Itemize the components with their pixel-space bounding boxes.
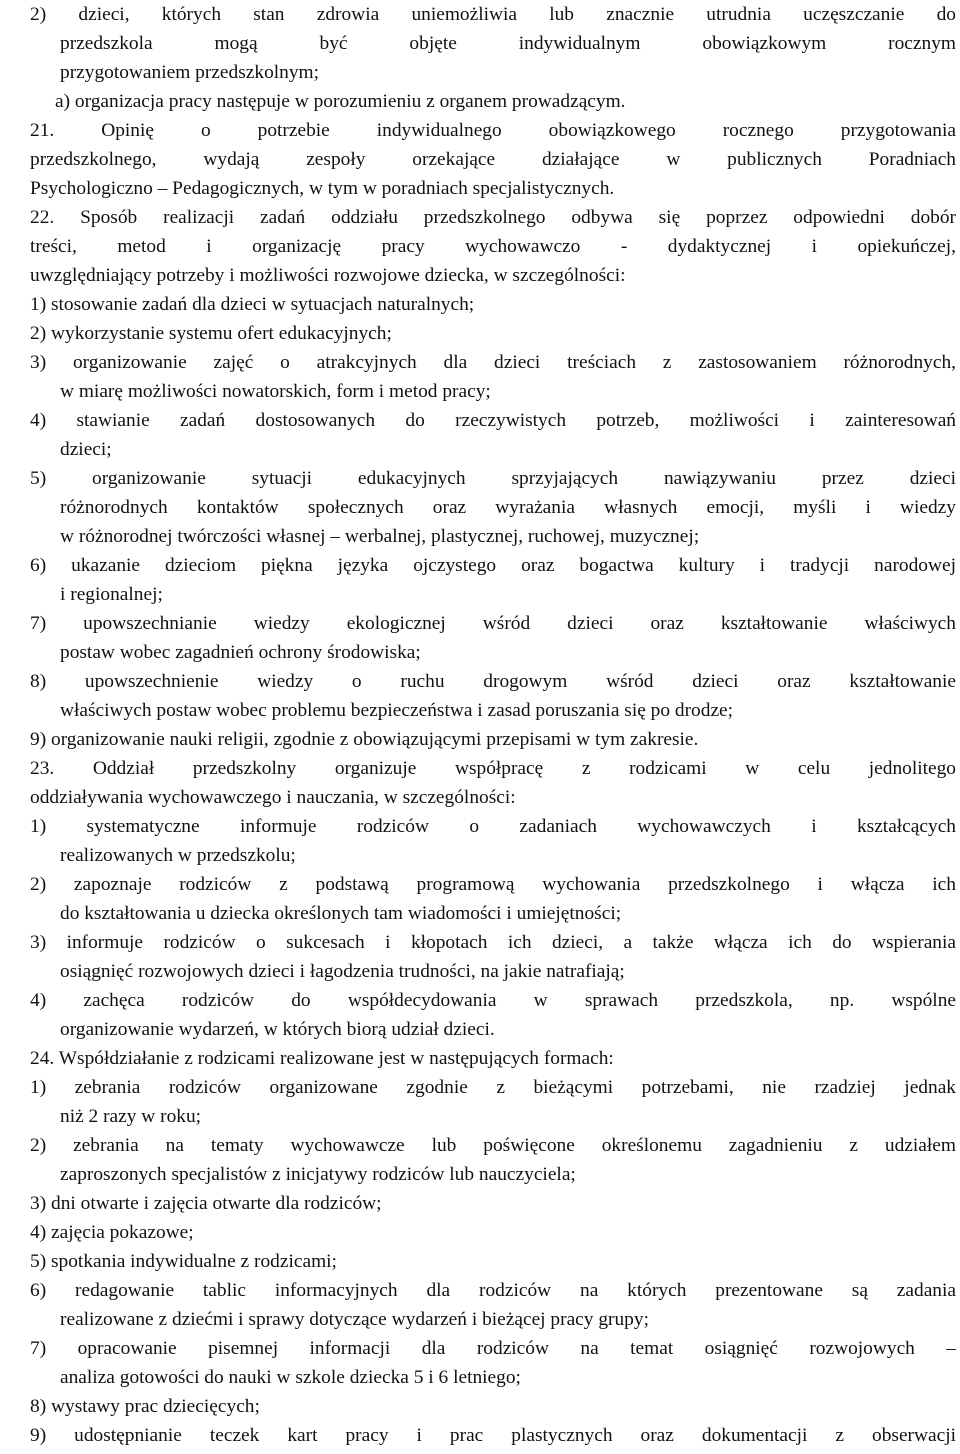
text-line: w miarę możliwości nowatorskich, form i metod pracy; [60, 381, 491, 402]
text-line: realizowanych w przedszkolu; [60, 845, 296, 866]
text-line: 3) dni otwarte i zajęcia otwarte dla rodziców; [30, 1193, 382, 1214]
text-line: 1) stosowanie zadań dla dzieci w sytuacjach naturalnych; [30, 294, 475, 315]
text-line: a) organizacja pracy następuje w porozumieniu z organem prowadzącym. [55, 91, 626, 112]
document-page [30, 0, 956, 1450]
text-line: 7) upowszechnianie wiedzy ekologicznej wśród dzieci oraz kształtowanie właściwych [30, 613, 956, 634]
text-line: 8) wystawy prac dziecięcych; [30, 1396, 260, 1417]
text-line: realizowane z dziećmi i sprawy dotyczące wydarzeń i bieżącej pracy grupy; [60, 1309, 649, 1330]
text-line: właściwych postaw wobec problemu bezpieczeństwa i zasad poruszania się po drodze; [60, 700, 734, 721]
text-line: 3) organizowanie zajęć o atrakcyjnych dla dzieci treściach z zastosowaniem różnorodnych, [30, 352, 956, 373]
text-line: niż 2 razy w roku; [60, 1106, 202, 1127]
text-line: 2) dzieci, których stan zdrowia uniemożliwia lub znacznie utrudnia uczęszczanie do [30, 4, 956, 25]
text-line: zaproszonych specjalistów z inicjatywy rodziców lub nauczyciela; [60, 1164, 576, 1185]
text-line: osiągnięć rozwojowych dzieci i łagodzenia trudności, na jakie natrafiają; [60, 961, 625, 982]
text-line: 3) informuje rodziców o sukcesach i kłopotach ich dzieci, a także włącza ich do wspierania [30, 932, 956, 953]
text-line: dzieci; [60, 439, 112, 460]
text-line: 4) stawianie zadań dostosowanych do rzeczywistych potrzeb, możliwości i zainteresowań [30, 410, 956, 431]
text-line: 6) redagowanie tablic informacyjnych dla rodziców na których prezentowane są zadania [30, 1280, 956, 1301]
text-line: przedszkola mogą być objęte indywidualnym obowiązkowym rocznym [60, 33, 956, 54]
text-line: przedszkolnego, wydają zespoły orzekające działające w publicznych Poradniach [30, 149, 956, 170]
text-line: 1) systematyczne informuje rodziców o zadaniach wychowawczych i kształcących [30, 816, 956, 837]
text-line: 2) wykorzystanie systemu ofert edukacyjnych; [30, 323, 392, 344]
text-line: oddziaływania wychowawczego i nauczania, w szczególności: [30, 787, 516, 808]
text-line: 22. Sposób realizacji zadań oddziału przedszkolnego odbywa się poprzez odpowiedni dobór [30, 207, 956, 228]
text-line: przygotowaniem przedszkolnym; [60, 62, 320, 83]
text-line: 4) zajęcia pokazowe; [30, 1222, 194, 1243]
text-line: w różnorodnej twórczości własnej – werbalnej, plastycznej, ruchowej, muzycznej; [60, 526, 700, 547]
text-line: 5) organizowanie sytuacji edukacyjnych sprzyjających nawiązywaniu przez dzieci [30, 468, 956, 489]
text-line: 4) zachęca rodziców do współdecydowania w sprawach przedszkola, np. wspólne [30, 990, 956, 1011]
text-line: treści, metod i organizację pracy wychowawczo - dydaktycznej i opiekuńczej, [30, 236, 956, 257]
text-line: 21. Opinię o potrzebie indywidualnego obowiązkowego rocznego przygotowania [30, 120, 956, 141]
text-line: 1) zebrania rodziców organizowane zgodnie z bieżącymi potrzebami, nie rzadziej jednak [30, 1077, 956, 1098]
text-line: różnorodnych kontaktów społecznych oraz wyrażania własnych emocji, myśli i wiedzy [60, 497, 956, 518]
text-line: i regionalnej; [60, 584, 163, 605]
text-line: 9) organizowanie nauki religii, zgodnie z obowiązującymi przepisami w tym zakresie. [30, 729, 699, 750]
text-line: organizowanie wydarzeń, w których biorą udział dzieci. [60, 1019, 495, 1040]
text-line: 2) zapoznaje rodziców z podstawą programową wychowania przedszkolnego i włącza ich [30, 874, 956, 895]
text-line: 2) zebrania na tematy wychowawcze lub poświęcone określonemu zagadnieniu z udziałem [30, 1135, 956, 1156]
text-line: analiza gotowości do nauki w szkole dziecka 5 i 6 letniego; [60, 1367, 521, 1388]
text-line: Psychologiczno – Pedagogicznych, w tym w poradniach specjalistycznych. [30, 178, 615, 199]
text-line: 9) udostępnianie teczek kart pracy i prac plastycznych oraz dokumentacji z obserwacji [30, 1425, 956, 1446]
text-line: 24. Współdziałanie z rodzicami realizowane jest w następujących formach: [30, 1048, 614, 1069]
text-line: postaw wobec zagadnień ochrony środowiska; [60, 642, 421, 663]
text-line: 5) spotkania indywidualne z rodzicami; [30, 1251, 337, 1272]
text-line: 23. Oddział przedszkolny organizuje współpracę z rodzicami w celu jednolitego [30, 758, 956, 779]
text-line: 8) upowszechnienie wiedzy o ruchu drogowym wśród dzieci oraz kształtowanie [30, 671, 956, 692]
text-line: do kształtowania u dziecka określonych tam wiadomości i umiejętności; [60, 903, 622, 924]
text-line: 6) ukazanie dzieciom piękna języka ojczystego oraz bogactwa kultury i tradycji narodowej [30, 555, 956, 576]
text-line: uwzględniający potrzeby i możliwości rozwojowe dziecka, w szczególności: [30, 265, 626, 286]
text-line: 7) opracowanie pisemnej informacji dla rodziców na temat osiągnięć rozwojowych – [30, 1338, 956, 1359]
